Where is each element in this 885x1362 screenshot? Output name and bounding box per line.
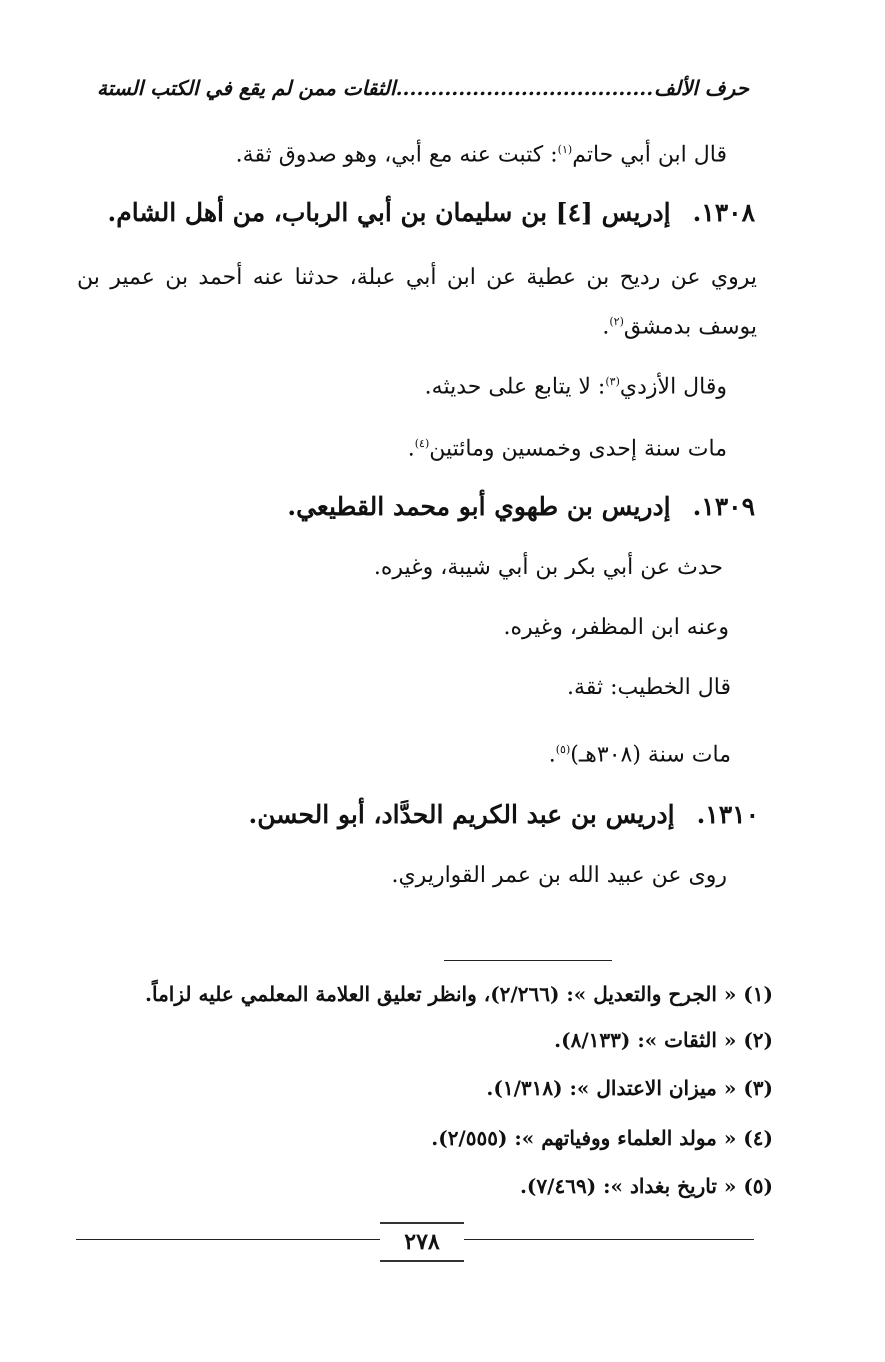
entry-number: ١٣٠٨. <box>692 198 755 227</box>
footnote-ref: (١) <box>557 143 573 156</box>
chapter-title: حرف الألف <box>654 76 749 100</box>
footnote-ref: (٥) <box>555 743 571 756</box>
header-dots: ..................................... <box>395 76 654 100</box>
entry-heading-1310 <box>249 792 760 838</box>
entry-title: إدريس [٤] بن سليمان بن أبي الرباب، من أهل الشام. <box>107 198 671 227</box>
entry-title: إدريس بن عبد الكريم الحدَّاد، أبو الحسن. <box>248 800 675 829</box>
running-header <box>97 68 749 108</box>
entry-paragraph: يروي عن رديح بن عطية عن ابن أبي عبلة، حدثنا عنه أحمد بن عمير بن يوسف بدمشق$^{(٢)}$. <box>77 265 757 340</box>
entry-number: ١٣٠٩. <box>692 492 755 521</box>
footnote: (٤) « مولد العلماء ووفياتهم »: (٢/٥٥٥). <box>431 1126 773 1150</box>
book-title: الثقات ممن لم يقع في الكتب الستة <box>97 76 396 100</box>
footnote-ref: (٤) <box>414 437 430 450</box>
body-line: حدث عن أبي بكر بن أبي شيبة، وغيره. <box>373 555 723 580</box>
footnote-ref: (٢) <box>609 315 624 328</box>
entry-heading-1309 <box>287 484 755 530</box>
footer-rule-left <box>76 1239 380 1240</box>
body-line: مات سنة (٣٠٨هـ)$^{(٥)}$. <box>548 742 731 768</box>
book-title-group <box>97 68 653 108</box>
footer-rule-right <box>464 1239 754 1240</box>
body-line: وقال الأزدي$^{(٣)}$: لا يتابع على حديثه. <box>424 374 727 400</box>
page-number: ٢٧٨ <box>380 1222 464 1262</box>
body-line: روى عن عبيد الله بن عمر القواريري. <box>391 863 727 888</box>
body-line: قال ابن أبي حاتم$^{(١)}$: كتبت عنه مع أبي، وهو صدوق ثقة. <box>235 142 727 168</box>
body-line: قال الخطيب: ثقة. <box>567 675 731 700</box>
footnote-separator <box>444 960 612 961</box>
body-line: مات سنة إحدى وخمسين ومائتين$^{(٤)}$. <box>407 436 727 462</box>
body-line: وعنه ابن المظفر، وغيره. <box>503 615 729 640</box>
entry-number: ١٣١٠. <box>696 800 759 829</box>
footnote-ref: (٣) <box>605 375 620 388</box>
entry-title: إدريس بن طهوي أبو محمد القطيعي. <box>287 492 671 521</box>
footnote: (٥) « تاريخ بغداد »: (٧/٤٦٩). <box>519 1174 773 1198</box>
footnote: (٢) « الثقات »: (٨/١٣٣). <box>554 1028 773 1052</box>
entry-heading-1308 <box>108 190 755 236</box>
footnote: (٣) « ميزان الاعتدال »: (١/٣١٨). <box>486 1076 773 1100</box>
footnote: (١) « الجرح والتعديل »: (٢/٢٦٦)، وانظر تعليق العلامة المعلمي عليه لزاماً. <box>145 982 773 1006</box>
